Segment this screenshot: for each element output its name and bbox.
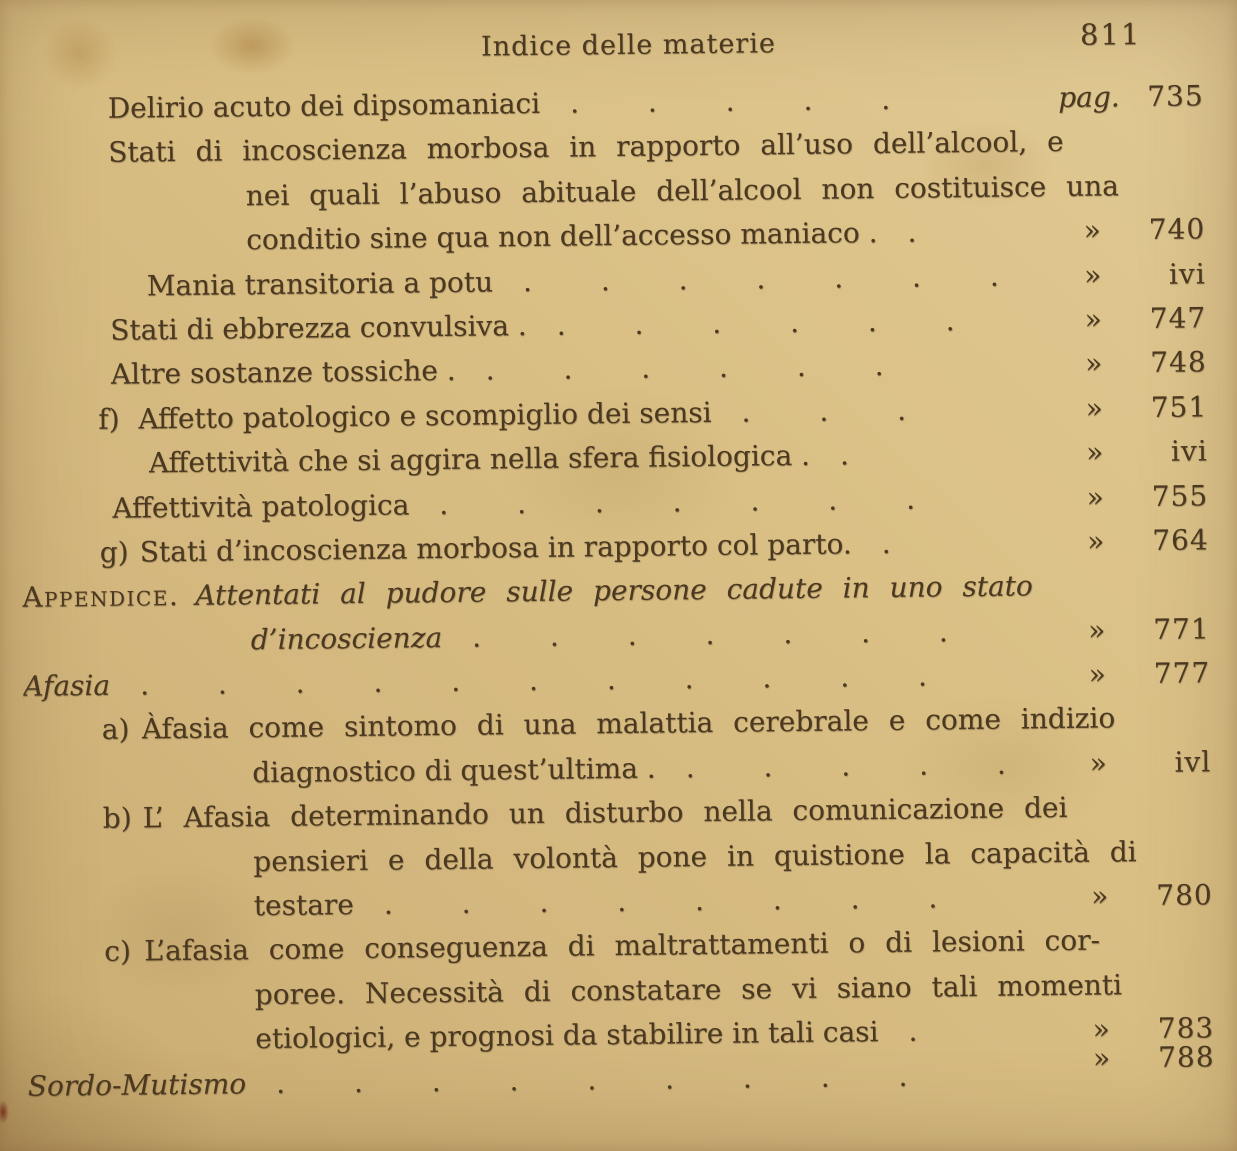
- entry-page-number: 748: [1150, 345, 1207, 380]
- ref-symbol: pag.: [1058, 80, 1120, 114]
- entry-page-number: 780: [1156, 878, 1213, 912]
- entry-marker: b): [102, 801, 132, 836]
- ref-symbol: »: [1087, 613, 1106, 647]
- entry-text: L’ Afasia determinando un disturbo nella comunicazione dei: [142, 791, 1068, 835]
- entry-page-number: 751: [1150, 390, 1208, 424]
- leader-dots: .: [907, 215, 917, 249]
- entry-smallcaps-label: Appendice.: [22, 579, 180, 615]
- entry-text: Sordo-Mutismo: [27, 1066, 247, 1103]
- ref-symbol: »: [1083, 258, 1102, 292]
- entry-marker: c): [104, 934, 132, 969]
- leader-dots: . . . . .: [685, 747, 1007, 785]
- ref-symbol: »: [1092, 1012, 1110, 1046]
- entry-text: Affettività patologica: [112, 487, 410, 525]
- entry-text: Affetto patologico e scompiglio dei sensi: [138, 395, 712, 436]
- entry-text: Stati di incoscienza morbosa in rapporto all’uso dell’alcool, e: [108, 125, 1064, 170]
- table-of-contents: [0, 79, 1237, 1114]
- entry-text: Delirio acuto dei dipsomaniaci: [107, 86, 541, 125]
- entry-text: pensieri e della volontà pone in quistione la capacità di: [253, 834, 1137, 878]
- leader-dots: .: [839, 438, 850, 472]
- entry-page-number: ivi: [1168, 256, 1206, 291]
- leader-dots: . . . . . . .: [522, 259, 999, 298]
- ref-symbol: »: [1085, 391, 1103, 425]
- entry-text: Afasia: [23, 668, 111, 703]
- entry-page-number: 747: [1149, 301, 1207, 335]
- entry-text: Mania transitoria a potu: [146, 264, 494, 302]
- entry-text: d’incoscienza: [250, 620, 443, 656]
- entry-text: Altre sostanze tossiche .: [110, 354, 456, 392]
- entry-text: nei quali l’abuso abituale dell’alcool non costituisce una: [245, 169, 1120, 213]
- leader-dots: . . . . . . .: [471, 614, 949, 654]
- entry-page-number: ivi: [1170, 434, 1208, 468]
- entry-page-number: 783: [1157, 1011, 1215, 1046]
- ref-symbol: »: [1083, 213, 1101, 247]
- entry-page-number: 777: [1153, 656, 1211, 691]
- entry-text: Àfasia come sintomo di una malattia cerebrale e come indizio: [141, 701, 1116, 746]
- leader-dots: . . . . . . . . . . .: [139, 659, 928, 702]
- entry-page-number: 764: [1152, 523, 1209, 557]
- ref-symbol: »: [1086, 524, 1105, 558]
- entry-text: testare: [253, 888, 355, 923]
- ref-symbol: »: [1089, 746, 1107, 780]
- entry-text: Stati di ebbrezza convulsiva .: [110, 308, 527, 347]
- entry-page-number: 755: [1151, 478, 1209, 513]
- entry-page-number: 735: [1147, 79, 1204, 113]
- leader-dots: . . . . . .: [485, 349, 884, 387]
- entry-page-number: ivl: [1174, 745, 1212, 779]
- leader-dots: . . .: [741, 393, 907, 429]
- page-number: 811: [1079, 17, 1142, 52]
- entry-marker: g): [99, 535, 129, 569]
- entry-marker: a): [101, 713, 130, 747]
- leader-dots: . . . . . .: [556, 304, 955, 342]
- ref-symbol: »: [1084, 346, 1103, 381]
- entry-text: conditio sine qua non dell’accesso maniaco .: [246, 216, 878, 257]
- leader-dots: .: [908, 1014, 918, 1048]
- entry-page-number: 771: [1153, 612, 1210, 646]
- page-header: [0, 0, 1231, 89]
- entry-text: Affettività che si aggira nella sfera fisiologica .: [148, 438, 811, 480]
- ref-symbol: »: [1090, 879, 1109, 913]
- leader-dots: . . . . . . .: [439, 482, 916, 521]
- entry-page-number: 740: [1148, 212, 1206, 247]
- ref-symbol: »: [1084, 302, 1102, 336]
- entry-page-number: 788: [1157, 1039, 1215, 1074]
- ref-symbol: »: [1085, 435, 1104, 469]
- entry-text: Stati d’incoscienza morbosa in rapporto col parto.: [139, 527, 852, 569]
- ref-symbol: »: [1092, 1041, 1111, 1075]
- leader-dots: . . . . . . . .: [383, 881, 938, 921]
- leader-dots: . . . . .: [569, 82, 891, 120]
- entry-text: L’afasia come conseguenza di maltrattamenti o di lesioni cor-: [144, 924, 1101, 968]
- entry-text: etiologici, e prognosi da stabilire in tali casi: [255, 1015, 879, 1056]
- leader-dots: .: [881, 526, 891, 560]
- page-title: Indice delle materie: [480, 28, 777, 63]
- leader-dots: . . . . . . . . .: [275, 1059, 908, 1100]
- entry-text: poree. Necessità di constatare se vi siano tali momenti: [254, 968, 1123, 1011]
- entry-marker: f): [98, 402, 120, 436]
- ref-symbol: »: [1086, 480, 1104, 514]
- ref-symbol: »: [1088, 657, 1106, 691]
- entry-text: Appendice. Attentati al pudore sulle persone cadute in uno stato: [22, 569, 1034, 615]
- entry-text: diagnostico di quest’ultima .: [252, 751, 656, 790]
